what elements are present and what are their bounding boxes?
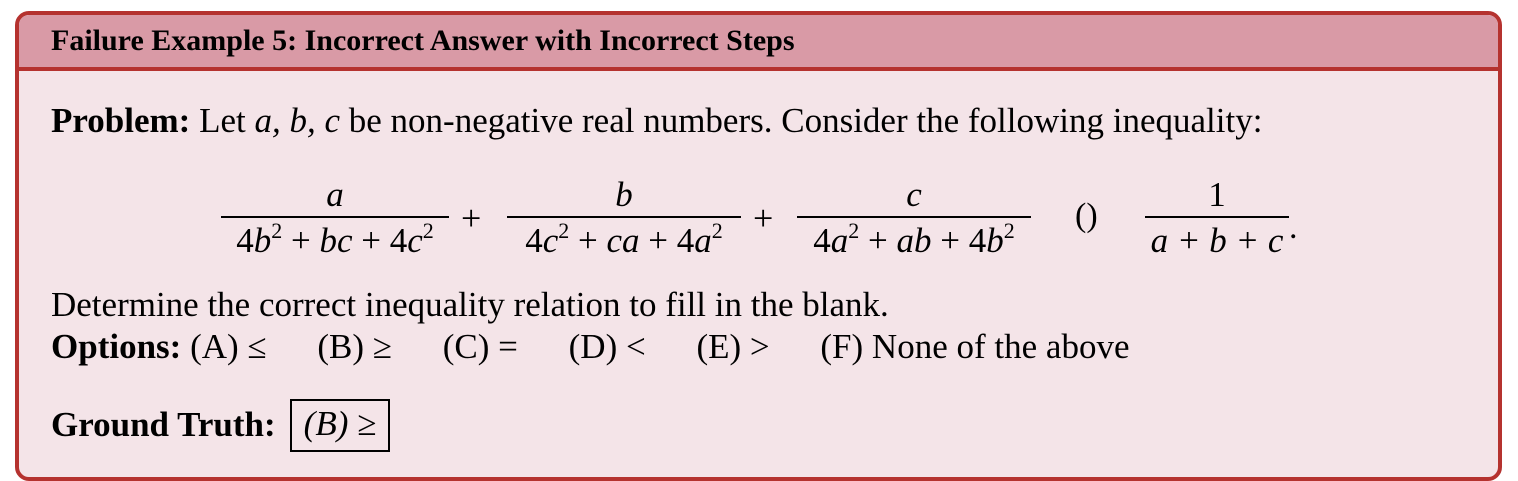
fraction-3-denominator: $4a^2$ + ab + $4b^2$ (813, 218, 1015, 260)
option-b: (B) ≥ (317, 327, 392, 366)
fraction-3-numerator: c (906, 175, 922, 214)
fraction-2-denominator: $4c^2$ + ca + $4a^2$ (525, 218, 723, 260)
options-label: Options: (51, 327, 182, 366)
equation-period: . (1289, 209, 1298, 246)
fraction-4-numerator: 1 (1208, 175, 1226, 214)
option-c: (C) = (442, 327, 518, 366)
problem-variables: a, b, c (254, 101, 341, 140)
option-e: (E) > (696, 327, 770, 366)
inequality-equation (221, 174, 1321, 264)
options-list (51, 327, 1129, 367)
fraction-4 (1145, 174, 1289, 262)
fraction-2-numerator: b (615, 175, 633, 214)
plus-sign: + (753, 198, 774, 238)
determine-instruction: Determine the correct inequality relation to fill in the blank. (51, 285, 889, 324)
option-a: (A) ≤ (190, 327, 267, 366)
box-title: Failure Example 5: Incorrect Answer with Incorrect Steps (19, 15, 1498, 71)
inequality-blank: () (1075, 197, 1098, 234)
problem-text-prefix: Let (199, 101, 255, 140)
plus-sign: + (461, 198, 482, 238)
fraction-1 (221, 174, 449, 262)
ground-truth-value: (B) ≥ (303, 404, 377, 443)
failure-example-box (15, 11, 1502, 481)
option-d: (D) < (568, 327, 646, 366)
ground-truth-answer-box (290, 399, 391, 452)
ground-truth (51, 399, 390, 452)
option-f: (F) None of the above (820, 327, 1130, 366)
fraction-3 (797, 174, 1031, 262)
problem-statement (51, 101, 1262, 141)
ground-truth-label: Ground Truth: (51, 405, 276, 445)
fraction-4-denominator: a + b + c (1150, 221, 1284, 260)
fraction-1-denominator: $4b^2$ + bc + $4c^2$ (236, 218, 434, 260)
problem-text-suffix: be non-negative real numbers. Consider the following inequality: (340, 101, 1263, 140)
fraction-2 (507, 174, 741, 262)
problem-label: Problem: (51, 101, 191, 140)
fraction-1-numerator: a (326, 175, 344, 214)
